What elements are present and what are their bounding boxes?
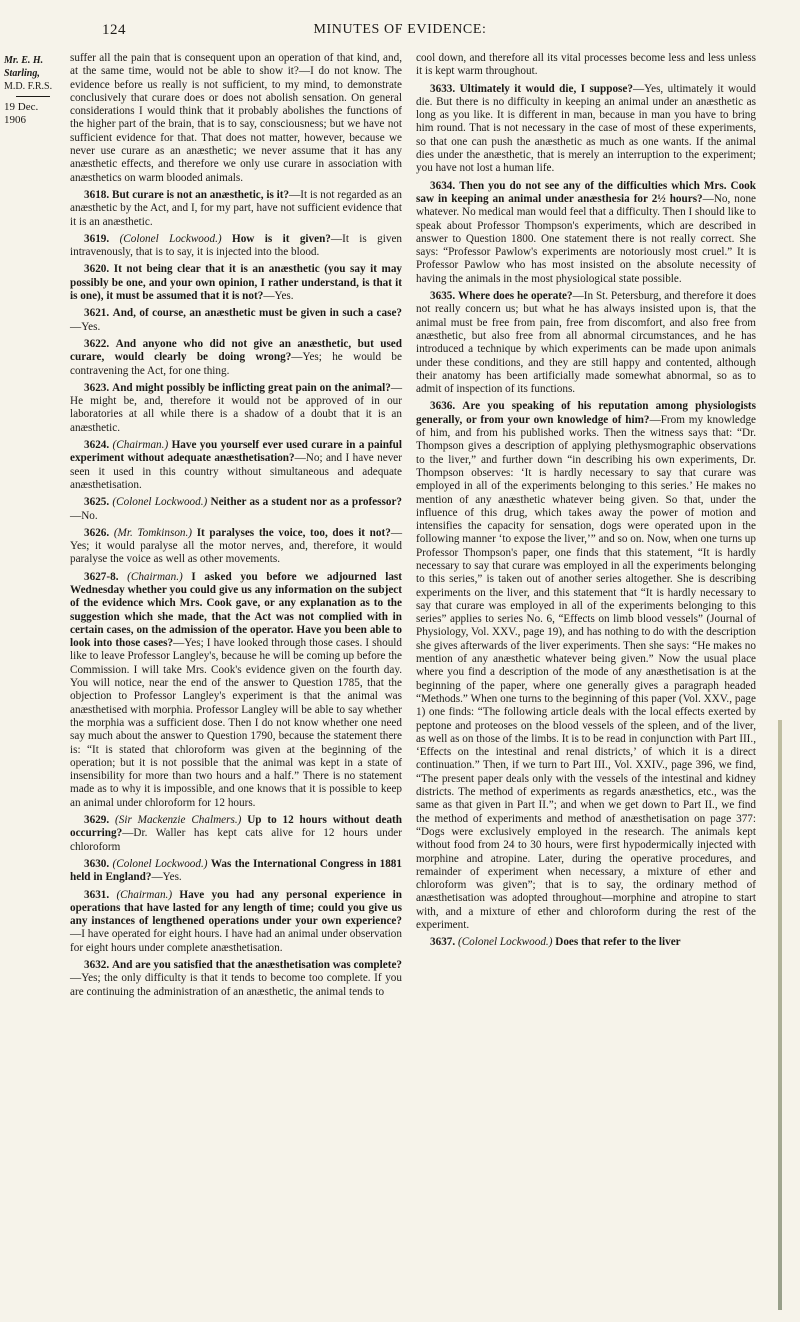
answer-text: —Yes. — [263, 290, 294, 303]
question-text: Ultimately it would die, I suppose? — [459, 82, 633, 95]
question-paragraph — [70, 858, 402, 885]
answer-text: —Yes; it would paralyse all the motor nerves, and, therefore, it would paralyse the voice as well as other movements. — [70, 526, 402, 566]
speaker: (Chairman.) — [116, 888, 173, 901]
question-paragraph — [70, 233, 402, 260]
page-edge-mark — [778, 720, 782, 1310]
question-paragraph — [70, 571, 402, 810]
answer-text: —Yes; he would be contravening the Act, for one thing. — [70, 351, 402, 377]
continued-paragraph: suffer all the pain that is consequent upon an operation of that kind, and, at the same time, would not be able to show it?—I do not know. The evidence before us really is not sufficient, to my mind, to demonstrate conclusively that curare does or does not abolish sensation. On general considerations I would think that it probably abolishes the functions of the higher part of the brain, that is to say, consciousness; but we have not sufficient evidence for that. That does not matter, however, because we never use curare as an anæsthetic; we never assume that it has any anæsthetic effects, and therefore we only use curare in association with anæsthetics on warm blooded animals. — [70, 52, 402, 184]
question-number: 3630. — [84, 857, 110, 870]
question-paragraph — [70, 527, 402, 567]
question-text: Does that refer to the liver — [555, 936, 681, 949]
question-number: 3626. — [84, 526, 110, 539]
session-date: 19 Dec. 1906 — [4, 101, 39, 126]
question-text: I asked you before we adjourned last Wednesday whether you could give us any information on the subject of the evidence which Mrs. Cook gave, or any explanation as to the suggestion which she made, that the Act was not complied with in certain cases, on the admission of the operator. Have you been able to look into those cases? — [70, 570, 403, 650]
question-paragraph — [70, 263, 402, 303]
question-text: Have you yourself ever used curare in a painful experiment without adequate anæsthetisation? — [70, 439, 402, 465]
question-number: 3632. — [84, 959, 110, 971]
question-number: 3634. — [430, 179, 456, 192]
question-text: Up to 12 hours without death occurring? — [70, 814, 402, 840]
answer-text: —I have operated for eight hours. I have had an animal under observation for eight hours under complete anæsthetisation. — [70, 928, 402, 954]
question-paragraph — [416, 400, 756, 932]
answer-text: —No, none whatever. No medical man would feel that a difficulty. Then I should like to speak about Professor Thompson's experiments, which are described in answer to Question 1800. One statement there is not really correct. She says: “Professor Pawlow's experiments are notoriously most cruel.” It is Professor Pawlow who has most insisted on the absolute necessity of having the animals in the most physiological state possible. — [416, 192, 756, 285]
answer-text: —In St. Petersburg, and therefore it does not really concern us; but what he has always insisted upon is, that the animal must be free from pain, free from discomfort, and also free from anæsthetic, but also free from all abnormal circumstances, and he has introduced a technique by which experiments can be made upon animals under these conditions, and they are still happy and contented, although their anatomy has been artificially made somewhat abnormal, so as to admit of inspection of its functions. — [416, 290, 756, 396]
speaker: (Colonel Lockwood.) — [119, 232, 222, 245]
question-paragraph — [70, 959, 402, 999]
question-text: Are you speaking of his reputation among physiologists generally, or from your own knowledge of him? — [416, 400, 756, 426]
speaker: (Mr. Tomkinson.) — [113, 526, 193, 539]
question-number: 3621. — [84, 307, 110, 320]
speaker: (Chairman.) — [127, 570, 183, 583]
question-text: Was the International Congress in 1881 held in England? — [70, 857, 402, 884]
question-text: It paralyses the voice, too, does it not? — [196, 526, 391, 539]
question-text: Then you do not see any of the difficulties which Mrs. Cook saw in keeping an animal under anæsthesia for 2½ hours? — [416, 179, 756, 205]
question-paragraph — [70, 338, 402, 378]
question-text: And, of course, an anæsthetic must be given in such a case? — [112, 307, 403, 320]
question-number: 3619. — [84, 232, 110, 245]
answer-text: —He might be, and, therefore it would not be approved of in our laboratories at all while there is a shadow of a doubt that it is an anæsthetic. — [70, 381, 402, 434]
answer-text: —No; and I have never seen it used in this country without simultaneous and adequate anæsthetisation. — [70, 452, 402, 491]
margin-rule — [16, 96, 50, 97]
answer-text: —Dr. Waller has kept cats alive for 12 hours under chloroform — [70, 827, 402, 853]
answer-text: —Yes; the only difficulty is that it tends to become too complete. If you are continuing the administration of an anæsthetic, the animal tends to — [70, 972, 402, 998]
question-text: Where does he operate? — [458, 290, 573, 303]
answer-text: —It is not regarded as an anæsthetic by the Act, and I, for my part, have not sufficient evidence that it is an anæsthetic. — [70, 188, 403, 228]
question-number: 3622. — [84, 337, 110, 350]
question-paragraph — [416, 83, 756, 176]
witness-name: Mr. E. H. Starling, — [4, 55, 44, 79]
question-paragraph — [70, 889, 402, 955]
question-paragraph — [70, 496, 402, 523]
running-title: MINUTES OF EVIDENCE: — [313, 22, 487, 37]
question-text: It not being clear that it is an anæsthetic (you say it may possibly be one, and your own opinion, I rather understand, is that it is one), it must be assumed that it is not? — [70, 263, 403, 303]
answer-text: —No. — [70, 509, 98, 522]
question-number: 3635. — [430, 290, 456, 303]
answer-text: —Yes, ultimately it would die. But there is no difficulty in keeping an animal under an anæsthetic as long as you like. It is different in man, because in man you have to bring him round. That is not necessary in the case of most of these experiments, so that one can push the anæsthetic as much as one wants. If the animal dies under the anæsthetic, that is merely an interruption to the experiment; you have not lost a human life. — [416, 82, 756, 175]
page-number: 124 — [102, 22, 126, 38]
question-number: 3629. — [84, 814, 110, 827]
question-paragraph — [70, 439, 402, 492]
question-number: 3624. — [84, 439, 110, 452]
answer-text: —From my knowledge of him, and from his published works. Then the witness says that: “Dr. Thompson gives a description of applying plethysmographic observations to the liver,” and further down “in describing his own experiments, Dr. Thompson observes: ‘It is hardly necessary to say that curare was employed in all of the experiments belonging to this series.’ He makes no mention of any anæsthetic whatever being given. So that, under the influence of this drug, which takes away the power of motion and intensifies the capacity for sensation, dogs were operated upon in the following manner ‘to expose the liver,’” and so on. Now, when one turns up Professor Thompson's paper, one finds that this statement, “It is hardly necessary to say that curare was employed in all the experiments belonging to this series,” is taken out of another series altogether. She is describing experiments on the liver, and this statement that “It is hardly necessary to say that curare was employed in all of the experiments belonging to this series” applies to series No. 6, “Effects on limb blood vessels” (Journal of Physiology, Vol. XXV., page 19), and has nothing to do with the description she gives afterwards of the liver experiments. Then she says: “He makes no mention of any anæsthetic whatever being given.” Now the usual place where you find a description of the mode of any anæsthetisation is at the beginning of the paper, where one generally gives a paragraph headed “Methods.” When one turns to the beginning of this paper (Vol. XXV., page 1) one finds: “The following article deals with the local effects exerted by peptone and proteoses on the blood vessels of the spleen, and of the liver, as well as on those of the limbs. It is to be read in conjunction with Part III., ‘Effects on the intestinal and renal districts,’ of which it is a direct continuation.” Then, if we turn to Part III., Vol. XXIV., page 396, we find, “The present paper deals only with the vessels of the intestinal and kidney districts. The method of experiments as regards anæsthetics, etc., was the same as that given in Part II.”; and when we get down to Part II., we find the method of experiments and method of anæsthetisation on page 377: “Dogs were exclusively employed in the research. The animals kept without food from 24 to 30 hours, were first hypodermically injected with morphine and atropine. Later, during the operative procedures, and remainder of experiment when necessary, a mixture of ether and chloroform was given”; that is to say, the ordinary method of anæsthetisation was adopted throughout—morphine and atropine to start with, and a mixture of ether and chloroform during the rest of the experiment. — [416, 413, 756, 931]
question-paragraph — [416, 290, 756, 396]
left-column — [70, 52, 402, 1003]
question-text: And are you satisfied that the anæsthetisation was complete? — [111, 959, 403, 971]
question-text: And anyone who did not give an anæsthetic, but used curare, would clearly be doing wrong? — [70, 337, 402, 364]
question-paragraph — [416, 936, 756, 949]
question-number: 3618. — [84, 188, 110, 201]
question-paragraph — [70, 814, 402, 854]
speaker: (Colonel Lockwood.) — [457, 936, 553, 949]
question-text: Neither as a student nor as a professor? — [210, 496, 403, 509]
answer-text: —Yes. — [151, 871, 182, 884]
speaker: (Sir Mackenzie Chalmers.) — [115, 814, 242, 827]
continued-paragraph: cool down, and therefore all its vital processes become less and less unless it is kept warm throughout. — [416, 52, 756, 78]
margin-note — [4, 54, 62, 127]
page-header — [0, 18, 800, 42]
answer-text: —Yes; I have looked through those cases. I should like to leave Professor Langley's, because he will be coming up before the Commission. I will take Mrs. Cook's evidence given on the fourth day. You will notice, near the end of the answer to Question 1785, that the objection to Professor Langley's experiment is that the animal was anæsthetised with morphia. Professor Langley will be able to say whether the morphia was a sufficient dose. Then I do not know whether one need say much about the answer to Question 1790, because the statement there is: “It is stated that chloroform was given at the beginning of the operation; but it is not possible that the animal was kept in a state of insensibility for more than two hours and a half.” There is no statement made as to why it is impossible, and one knows that it is possible to keep an animal under chloroform for 12 hours. — [70, 637, 403, 809]
right-column — [416, 52, 756, 954]
question-text: How is it given? — [232, 232, 331, 245]
question-number: 3636. — [430, 400, 456, 413]
question-number: 3637. — [430, 936, 456, 949]
question-paragraph — [70, 382, 402, 435]
speaker: (Colonel Lockwood.) — [112, 857, 208, 870]
question-number: 3631. — [84, 888, 110, 901]
answer-text: —Yes. — [70, 320, 101, 333]
answer-text: —It is given intravenously, that is to say, it is injected into the blood. — [70, 232, 403, 259]
witness-qualifications: M.D. F.R.S. — [4, 81, 53, 92]
question-text: Have you had any personal experience in operations that have lasted for any length of time; could you give us any instances of lengthened operations under your own experience? — [70, 888, 403, 928]
question-text: But curare is not an anæsthetic, is it? — [112, 188, 290, 201]
question-paragraph — [70, 189, 402, 229]
speaker: (Chairman.) — [112, 439, 169, 452]
question-paragraph — [70, 307, 402, 334]
question-paragraph — [416, 180, 756, 286]
question-number: 3625. — [84, 496, 110, 509]
question-text: And might possibly be inflicting great pain on the animal? — [112, 381, 391, 394]
speaker: (Colonel Lockwood.) — [112, 496, 208, 509]
question-number: 3627-8. — [84, 570, 119, 583]
question-number: 3620. — [84, 263, 110, 276]
question-number: 3623. — [84, 381, 110, 394]
question-number: 3633. — [430, 82, 456, 95]
